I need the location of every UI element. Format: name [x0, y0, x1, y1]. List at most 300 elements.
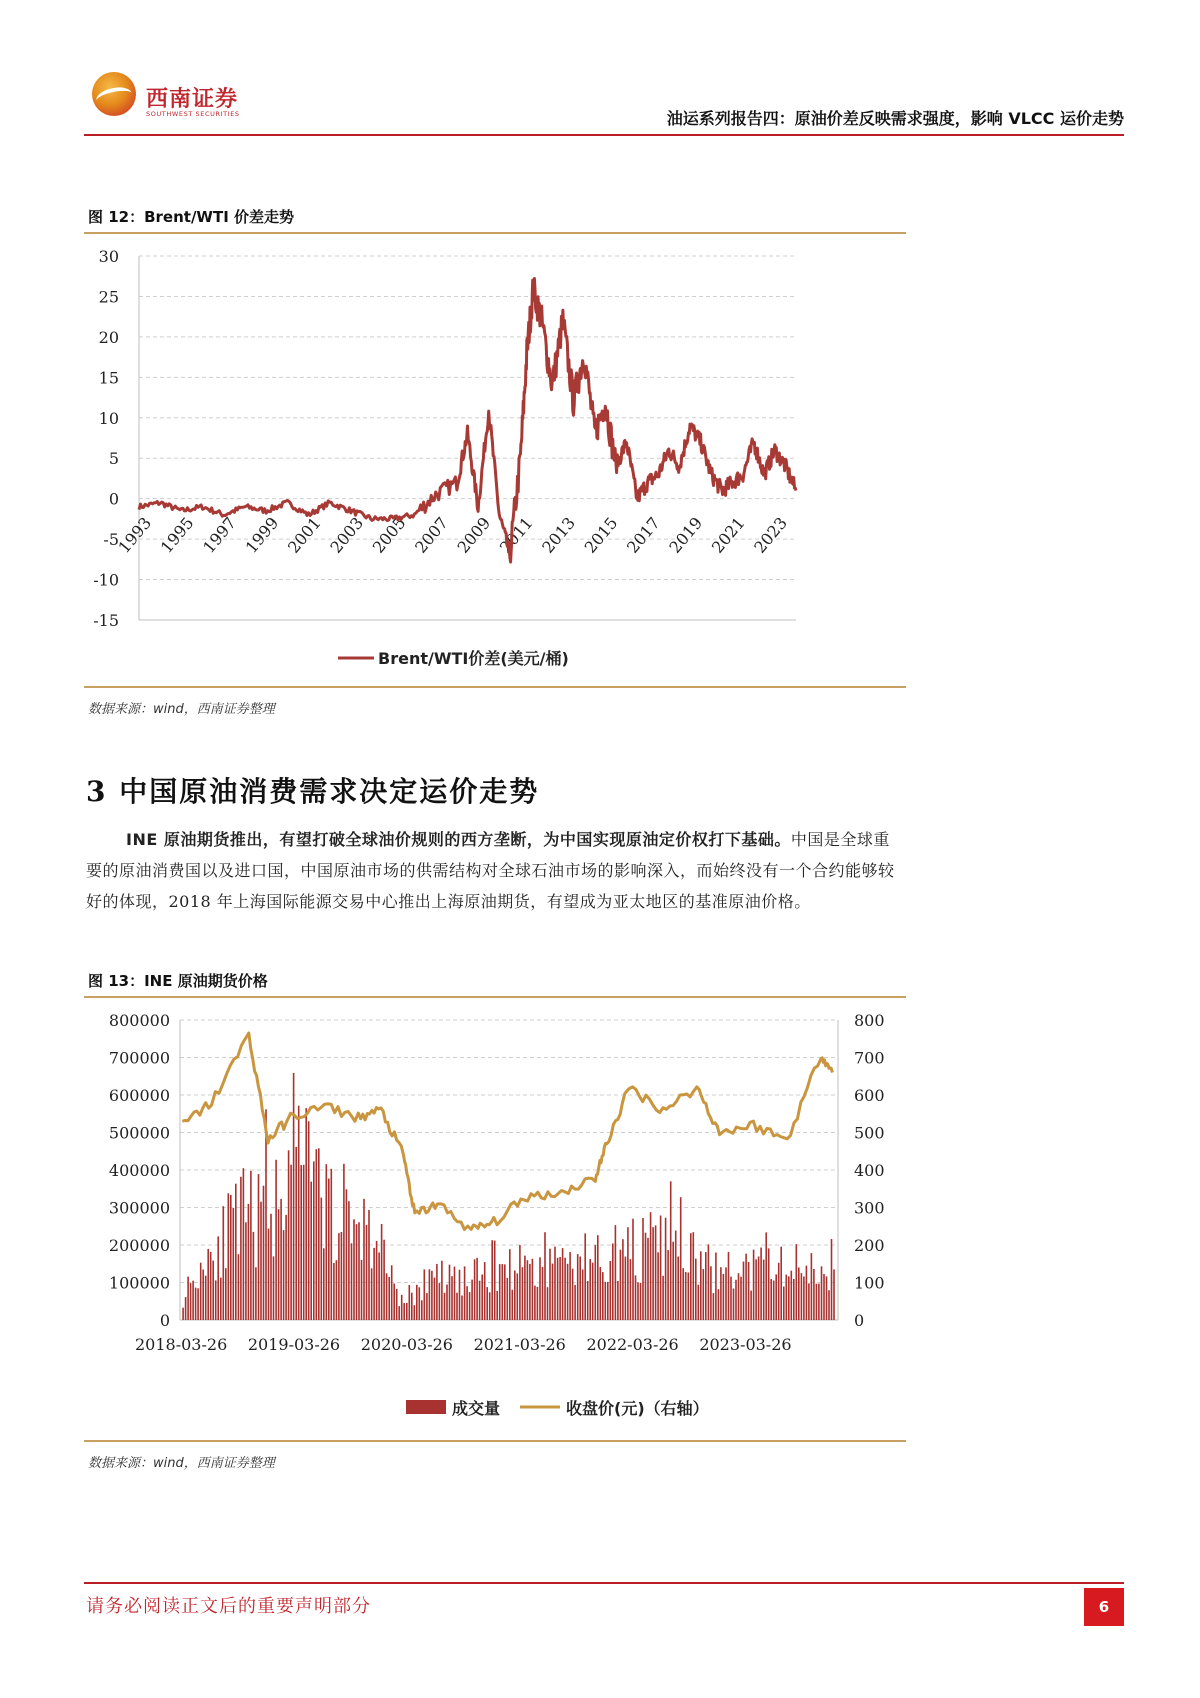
y-left-tick-label: 200000 — [108, 1236, 170, 1255]
volume-bar — [393, 1284, 395, 1321]
volume-bar — [225, 1268, 227, 1320]
y-right-tick-label: 300 — [854, 1198, 885, 1218]
volume-bar — [770, 1279, 772, 1320]
volume-bar — [285, 1215, 287, 1320]
volume-bar — [675, 1231, 677, 1321]
volume-bar — [411, 1293, 413, 1320]
volume-bar — [786, 1275, 788, 1320]
x-tick-label: 2022-03-26 — [586, 1335, 679, 1354]
page-number: 6 — [1084, 1588, 1124, 1626]
volume-bar — [313, 1161, 315, 1320]
volume-bar — [562, 1248, 564, 1320]
volume-bar — [466, 1286, 468, 1320]
close-price-line — [182, 1033, 832, 1230]
volume-bar — [366, 1225, 368, 1320]
volume-bar — [200, 1263, 202, 1320]
volume-bar — [499, 1264, 501, 1320]
volume-bar — [424, 1269, 426, 1320]
volume-bar — [775, 1274, 777, 1320]
figure-13-title: 图 13：INE 原油期货价格 — [88, 972, 268, 990]
volume-bar — [363, 1199, 365, 1320]
y-left-tick-label: 400000 — [108, 1161, 170, 1180]
volume-bar — [574, 1285, 576, 1320]
volume-bar — [554, 1247, 556, 1320]
volume-bar — [431, 1271, 433, 1320]
volume-bar — [278, 1209, 280, 1320]
paragraph-lead: INE 原油期货推出，有望打破全球油价规则的西方垄断，为中国实现原油定价权打下基础。 — [126, 830, 791, 849]
volume-bar — [677, 1257, 679, 1321]
y-right-tick-label: 400 — [854, 1161, 885, 1180]
volume-bar — [615, 1225, 617, 1320]
volume-bar — [592, 1263, 594, 1320]
footer-divider — [84, 1582, 1124, 1584]
volume-bar — [547, 1287, 549, 1320]
volume-bar — [610, 1261, 612, 1320]
volume-bar — [728, 1252, 730, 1320]
volume-bar — [705, 1252, 707, 1320]
volume-bar — [348, 1201, 350, 1320]
x-tick-label: 1999 — [241, 513, 283, 557]
volume-bar — [321, 1198, 323, 1320]
y-right-tick-label: 600 — [854, 1086, 885, 1105]
volume-bar — [796, 1244, 798, 1320]
volume-bar — [318, 1148, 320, 1320]
x-tick-label: 2007 — [411, 513, 452, 557]
volume-bar — [823, 1274, 825, 1320]
volume-bar — [386, 1273, 388, 1320]
volume-bar — [821, 1266, 823, 1320]
volume-bar — [544, 1232, 546, 1320]
volume-bar — [429, 1269, 431, 1320]
volume-bar — [451, 1276, 453, 1320]
volume-bar — [811, 1253, 813, 1320]
y-tick-label: 10 — [98, 408, 119, 428]
y-right-tick-label: 800 — [854, 1011, 885, 1030]
legend-swatch-volume — [406, 1400, 446, 1414]
volume-bar — [730, 1277, 732, 1320]
volume-bar — [469, 1292, 471, 1320]
y-tick-label: 20 — [98, 327, 119, 347]
y-right-tick-label: 100 — [854, 1273, 885, 1293]
volume-bar — [773, 1281, 775, 1321]
volume-bar — [720, 1267, 722, 1320]
volume-bar — [263, 1186, 265, 1320]
volume-bar — [753, 1250, 755, 1320]
x-tick-label: 1995 — [156, 513, 198, 557]
y-left-tick-label: 100000 — [108, 1273, 170, 1293]
volume-bar — [356, 1224, 358, 1320]
volume-bar — [655, 1225, 657, 1320]
volume-bar — [454, 1267, 456, 1320]
volume-bar — [361, 1260, 363, 1320]
volume-bar — [308, 1121, 310, 1320]
volume-bar — [436, 1264, 438, 1320]
y-tick-label: 15 — [98, 368, 119, 388]
y-left-tick-label: 300000 — [108, 1198, 170, 1218]
x-tick-label: 2019-03-26 — [247, 1335, 341, 1354]
volume-bar — [283, 1230, 285, 1320]
volume-bar — [826, 1276, 828, 1320]
volume-bar — [667, 1250, 669, 1320]
volume-bar — [419, 1287, 421, 1320]
volume-bar — [630, 1259, 632, 1320]
volume-bar — [197, 1288, 199, 1320]
volume-bar — [414, 1305, 416, 1320]
volume-bar — [512, 1290, 514, 1320]
volume-bar — [688, 1273, 690, 1321]
volume-bar — [708, 1244, 710, 1320]
volume-bar — [579, 1257, 581, 1321]
volume-bar — [798, 1268, 800, 1321]
x-tick-label: 2018-03-26 — [135, 1335, 228, 1354]
volume-bar — [441, 1261, 443, 1320]
volume-bar — [652, 1227, 654, 1320]
x-tick-label: 1997 — [199, 513, 240, 557]
x-tick-label: 2015 — [580, 513, 622, 557]
volume-bar — [831, 1239, 833, 1320]
volume-bar — [803, 1277, 805, 1321]
y-right-tick-label: 500 — [854, 1123, 885, 1143]
x-tick-label: 2020-03-26 — [360, 1335, 453, 1354]
x-tick-label: 2001 — [283, 513, 325, 557]
volume-bar — [502, 1264, 504, 1320]
volume-bar — [233, 1208, 235, 1320]
volume-bar — [597, 1235, 599, 1320]
volume-bar — [353, 1219, 355, 1320]
volume-bar — [207, 1249, 209, 1320]
x-tick-label: 2023 — [750, 513, 791, 557]
volume-bar — [806, 1266, 808, 1320]
volume-bar — [182, 1308, 184, 1320]
volume-bar — [202, 1270, 204, 1321]
report-title: 油运系列报告四：原油价差反映需求强度，影响 VLCC 运价走势 — [666, 109, 1124, 128]
volume-bar — [833, 1269, 835, 1320]
legend-label-volume: 成交量 — [452, 1399, 501, 1418]
volume-bar — [607, 1282, 609, 1320]
volume-bar — [635, 1275, 637, 1320]
volume-bar — [373, 1248, 375, 1320]
volume-bar — [529, 1264, 531, 1320]
volume-bar — [444, 1293, 446, 1320]
volume-bar — [235, 1184, 237, 1320]
volume-bar — [243, 1168, 245, 1320]
figure-13-top-rule — [84, 996, 906, 998]
volume-bar — [401, 1295, 403, 1320]
volume-bar — [539, 1257, 541, 1320]
volume-bar — [220, 1278, 222, 1320]
volume-bar — [185, 1297, 187, 1320]
legend-label: Brent/WTI价差(美元/桶) — [378, 649, 569, 668]
volume-bar — [557, 1258, 559, 1320]
volume-bar — [549, 1249, 551, 1320]
volume-bar — [331, 1169, 333, 1320]
legend-label-price: 收盘价(元)（右轴） — [566, 1399, 709, 1418]
volume-bar — [693, 1232, 695, 1320]
volume-bar — [632, 1219, 634, 1320]
y-tick-label: 5 — [108, 449, 119, 469]
volume-bar — [253, 1232, 255, 1320]
volume-bar — [449, 1265, 451, 1320]
volume-bar — [212, 1261, 214, 1320]
volume-bar — [682, 1268, 684, 1320]
volume-bar — [743, 1262, 745, 1320]
volume-bar — [378, 1253, 380, 1321]
volume-bar — [745, 1254, 747, 1320]
volume-bar — [793, 1279, 795, 1320]
volume-bar — [602, 1272, 604, 1320]
volume-bar — [223, 1206, 225, 1320]
volume-bar — [738, 1273, 740, 1320]
figure-13-source: 数据来源：wind，西南证券整理 — [88, 1456, 275, 1471]
volume-bar — [396, 1289, 398, 1320]
x-tick-label: 2003 — [326, 513, 368, 557]
volume-bar — [718, 1289, 720, 1320]
volume-bar — [328, 1179, 330, 1320]
figure-12-bottom-rule — [84, 686, 906, 688]
volume-bar — [587, 1281, 589, 1320]
volume-bar — [316, 1149, 318, 1320]
volume-bar — [388, 1277, 390, 1320]
paragraph-body: 中国是全球重要的原油消费国以及进口国，中国原油市场的供需结构对全球石油市场的影响深入，而始终没有一个合约能够较好的体现，2018 年上海国际能源交易中心推出上海原油期货，有望成为亚太地区的基准原油价格。 — [86, 830, 895, 911]
volume-bar — [338, 1233, 340, 1320]
volume-bar — [459, 1270, 461, 1320]
y-tick-label: -5 — [103, 530, 119, 550]
volume-bar — [494, 1241, 496, 1320]
volume-bar — [758, 1257, 760, 1321]
volume-bar — [748, 1262, 750, 1320]
volume-bar — [336, 1260, 338, 1320]
volume-bar — [532, 1259, 534, 1320]
volume-bar — [650, 1212, 652, 1320]
volume-bar — [255, 1267, 257, 1320]
volume-bar — [260, 1202, 262, 1320]
volume-bar — [612, 1244, 614, 1321]
volume-bar — [645, 1233, 647, 1320]
logo-subtext: SOUTHWEST SECURITIES — [146, 110, 240, 118]
section-heading: 3 中国原油消费需求决定运价走势 — [86, 775, 540, 808]
volume-bar — [383, 1240, 385, 1320]
x-tick-label: 2021 — [707, 513, 749, 557]
volume-bar — [484, 1262, 486, 1320]
volume-bar — [620, 1250, 622, 1320]
volume-bar — [205, 1276, 207, 1320]
figure-12-source: 数据来源：wind，西南证券整理 — [88, 702, 275, 717]
volume-bar — [230, 1195, 232, 1320]
volume-bar — [491, 1240, 493, 1320]
volume-bar — [564, 1258, 566, 1320]
logo-text: 西南证券 — [146, 86, 239, 112]
volume-bar — [248, 1204, 250, 1320]
volume-bar — [461, 1296, 463, 1321]
volume-bar — [672, 1242, 674, 1320]
volume-bar — [358, 1222, 360, 1320]
volume-bar — [537, 1287, 539, 1320]
volume-bar — [768, 1248, 770, 1320]
figure-13-bottom-rule — [84, 1440, 906, 1442]
ine-futures-chart — [84, 1002, 906, 1432]
volume-bar — [333, 1263, 335, 1320]
volume-bar — [695, 1259, 697, 1320]
y-left-tick-label: 500000 — [108, 1123, 170, 1143]
y-tick-label: 25 — [98, 287, 119, 307]
volume-bar — [818, 1284, 820, 1320]
volume-bar — [391, 1265, 393, 1320]
y-tick-label: -10 — [93, 570, 119, 590]
y-left-tick-label: 0 — [159, 1311, 170, 1330]
figure-12-top-rule — [84, 232, 906, 234]
volume-bar — [288, 1150, 290, 1320]
volume-bar — [509, 1249, 511, 1320]
section-paragraph — [86, 824, 906, 917]
volume-bar — [489, 1292, 491, 1320]
volume-bar — [250, 1171, 252, 1320]
volume-bar — [783, 1287, 785, 1321]
volume-bar — [481, 1275, 483, 1321]
x-tick-label: 2019 — [665, 513, 707, 557]
volume-bar — [368, 1210, 370, 1320]
volume-bar — [640, 1283, 642, 1320]
volume-bar — [190, 1283, 192, 1320]
volume-bar — [471, 1280, 473, 1320]
y-right-tick-label: 0 — [854, 1311, 865, 1330]
volume-bar — [625, 1257, 627, 1320]
volume-bar — [559, 1257, 561, 1320]
header-divider — [84, 134, 1124, 136]
volume-bar — [801, 1273, 803, 1320]
volume-bar — [409, 1285, 411, 1320]
volume-bar — [763, 1260, 765, 1320]
volume-bar — [403, 1303, 405, 1320]
volume-bar — [589, 1259, 591, 1320]
volume-bar — [486, 1287, 488, 1320]
x-tick-label: 2011 — [495, 513, 537, 557]
volume-bar — [305, 1108, 307, 1320]
volume-bar — [680, 1197, 682, 1320]
x-tick-label: 2017 — [623, 513, 664, 557]
volume-bar — [605, 1282, 607, 1320]
volume-bar — [813, 1269, 815, 1320]
volume-bar — [479, 1281, 481, 1320]
volume-bar — [280, 1199, 282, 1320]
volume-bar — [660, 1216, 662, 1321]
brent-wti-spread-chart — [84, 240, 906, 670]
volume-bar — [439, 1283, 441, 1320]
volume-bar — [622, 1239, 624, 1320]
volume-bar — [514, 1271, 516, 1321]
volume-bar — [195, 1288, 197, 1320]
y-left-tick-label: 700000 — [108, 1048, 170, 1068]
volume-bar — [808, 1283, 810, 1320]
volume-bar — [750, 1291, 752, 1320]
volume-bar — [351, 1243, 353, 1320]
volume-bar — [662, 1276, 664, 1320]
volume-bar — [755, 1259, 757, 1320]
figure-12-title: 图 12：Brent/WTI 价差走势 — [88, 208, 295, 226]
volume-bar — [572, 1269, 574, 1320]
volume-bar — [343, 1164, 345, 1320]
volume-bar — [426, 1293, 428, 1320]
y-tick-label: 30 — [98, 247, 119, 266]
volume-bar — [245, 1222, 247, 1320]
volume-bar — [476, 1258, 478, 1320]
volume-bar — [642, 1218, 644, 1320]
volume-bar — [270, 1214, 272, 1320]
y-right-tick-label: 700 — [854, 1048, 885, 1068]
volume-bar — [519, 1245, 521, 1320]
volume-bar — [778, 1263, 780, 1320]
volume-bar — [569, 1252, 571, 1320]
volume-bar — [522, 1267, 524, 1320]
volume-bar — [346, 1189, 348, 1320]
volume-bar — [582, 1270, 584, 1321]
volume-bar — [215, 1280, 217, 1320]
volume-bar — [735, 1280, 737, 1320]
volume-bar — [584, 1233, 586, 1320]
volume-bar — [617, 1281, 619, 1320]
y-left-tick-label: 600000 — [108, 1086, 170, 1105]
volume-bar — [698, 1285, 700, 1320]
volume-bar — [275, 1160, 277, 1320]
volume-bar — [295, 1147, 297, 1320]
volume-bar — [434, 1278, 436, 1320]
volume-bar — [326, 1164, 328, 1320]
x-tick-label: 2013 — [538, 513, 580, 557]
volume-bar — [577, 1254, 579, 1320]
volume-bar — [791, 1271, 793, 1320]
volume-bar — [238, 1254, 240, 1320]
volume-bar — [371, 1268, 373, 1320]
volume-bar — [703, 1269, 705, 1320]
volume-bar — [406, 1303, 408, 1320]
y-right-tick-label: 200 — [854, 1236, 885, 1255]
volume-bar — [474, 1259, 476, 1320]
volume-bar — [816, 1284, 818, 1320]
volume-bar — [713, 1293, 715, 1320]
x-tick-label: 2009 — [453, 513, 495, 557]
volume-bar — [670, 1181, 672, 1320]
volume-bar — [760, 1248, 762, 1321]
volume-bar — [788, 1276, 790, 1320]
volume-bar — [464, 1266, 466, 1320]
volume-bar — [323, 1248, 325, 1320]
volume-bar — [542, 1267, 544, 1320]
volume-bar — [740, 1277, 742, 1320]
volume-bar — [665, 1218, 667, 1320]
volume-bar — [381, 1224, 383, 1320]
volume-bar — [780, 1247, 782, 1320]
y-left-tick-label: 800000 — [108, 1011, 170, 1030]
volume-bar — [627, 1227, 629, 1320]
volume-bar — [258, 1174, 260, 1320]
volume-bar — [210, 1252, 212, 1320]
volume-bar — [504, 1264, 506, 1320]
volume-bar — [828, 1290, 830, 1320]
volume-bar — [723, 1274, 725, 1320]
y-tick-label: -15 — [93, 611, 119, 630]
volume-bar — [725, 1267, 727, 1320]
volume-bar — [228, 1193, 230, 1320]
volume-bar — [217, 1236, 219, 1320]
y-tick-label: 0 — [108, 489, 119, 509]
volume-bar — [187, 1277, 189, 1320]
volume-bar — [733, 1289, 735, 1321]
volume-bar — [600, 1267, 602, 1320]
volume-bar — [567, 1264, 569, 1320]
x-tick-label: 2005 — [368, 513, 410, 557]
volume-bar — [657, 1252, 659, 1320]
x-tick-label: 2021-03-26 — [473, 1335, 566, 1354]
volume-bar — [300, 1165, 302, 1320]
